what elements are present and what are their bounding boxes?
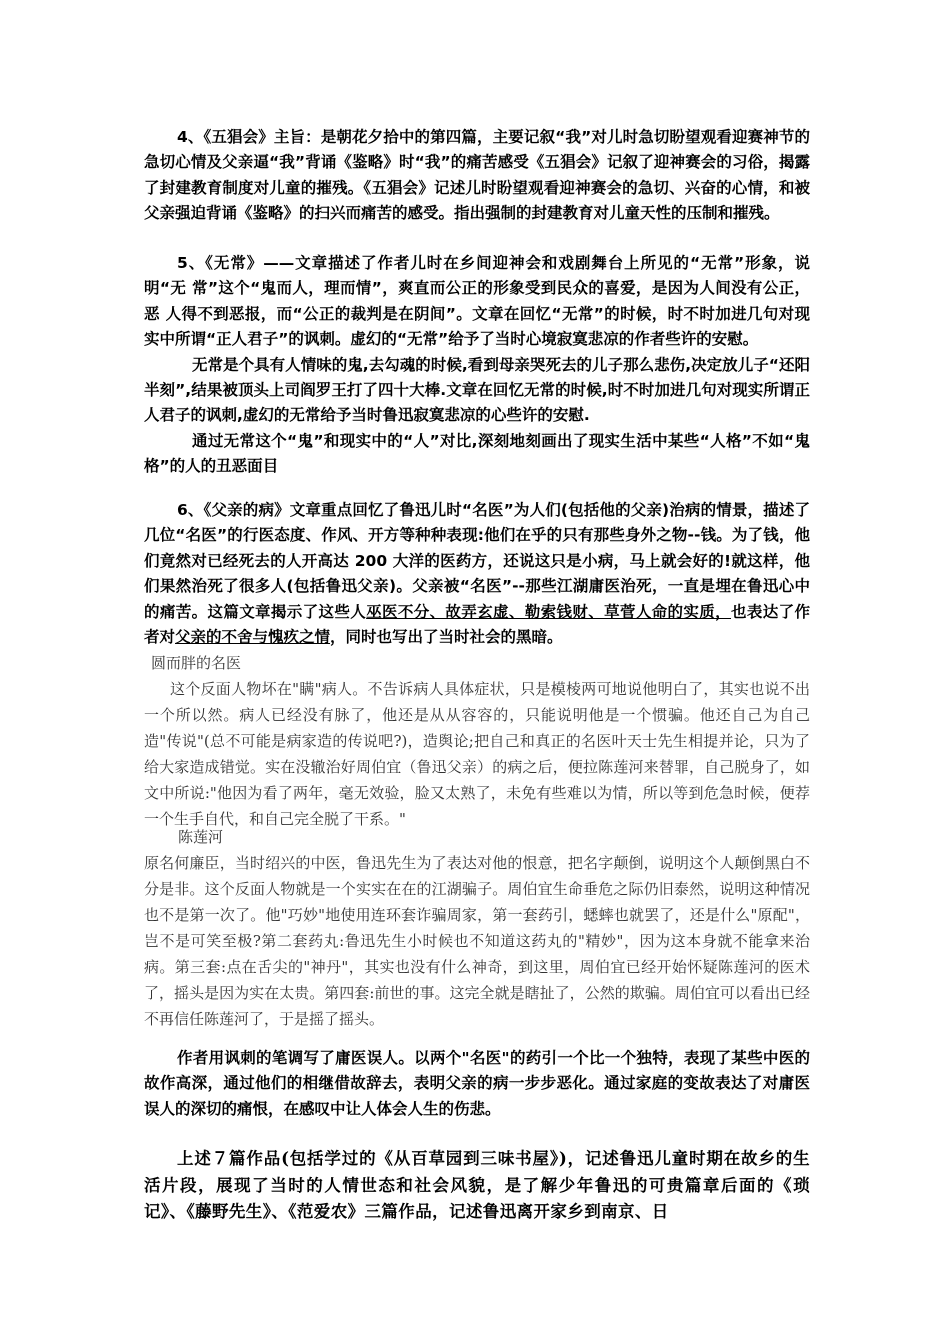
summary-section xyxy=(144,1046,810,1122)
section-6-paragraph xyxy=(144,498,810,650)
section-6-underline-b: 父亲的不舍与愧疚之情 xyxy=(175,628,331,647)
section-6 xyxy=(144,498,810,650)
section-6-text-b: 也表达了作者对 xyxy=(144,602,810,647)
doctor-chen-heading: 陈莲河 xyxy=(178,828,224,846)
doctor-yuan-section xyxy=(144,650,810,832)
doctor-chen-section xyxy=(144,824,810,1032)
closing-section xyxy=(144,1146,810,1226)
doctor-yuan-heading: 圆而胖的名医 xyxy=(151,654,242,672)
section-6-underline-a: 巫医不分、故弄玄虚、勒索钱财、草菅人命的实质， xyxy=(366,602,731,621)
summary-paragraph: 作者用讽刺的笔调写了庸医误人。以两个"名医"的药引一个比一个独特，表现了某些中医的故作高深，通过他们的相继借故辞去，表明父亲的病一步步恶化。通过家庭的变故表达了对庸医误人的深切的痛恨，在感叹中让人体会人生的伤悲。 xyxy=(144,1049,810,1118)
section-4 xyxy=(144,125,810,227)
section-5 xyxy=(144,251,810,480)
section-5-paragraph-2: 无常是个具有人情味的鬼,去勾魂的时候,看到母亲哭死去的儿子那么悲伤,决定放儿子“还阳半刻”,结果被顶头上司阎罗王打了四十大棒.文章在回忆无常的时候,时不时加进几句对现实所谓正人君子的讽刺,虚幻的无常给予当时鲁迅寂寞悲凉的心些许的安慰. xyxy=(144,355,810,425)
doctor-chen-paragraph: 原名何廉臣，当时绍兴的中医，鲁迅先生为了表达对他的恨意，把名字颠倒，说明这个人颠倒黑白不分是非。这个反面人物就是一个实实在在的江湖骗子。周伯宜生命垂危之际仍旧泰然，说明这种情况也不是第一次了。他"巧妙"地使用连环套诈骗周家，第一套药引，蟋蟀也就罢了，还是什么"原配"，岂不是可笑至极?第二套药丸:鲁迅先生小时候也不知道这药丸的"精妙"，因为这本身就不能拿来治病。第三套:点在舌尖的"神丹"，其实也没有什么神奇，到这里，周伯宜已经开始怀疑陈莲河的医术了，摇头是因为实在太贵。第四套:前世的事。这完全就是瞎扯了，公然的欺骗。周伯宜可以看出已经不再信任陈莲河了，于是摇了摇头。 xyxy=(144,854,810,1028)
doctor-yuan-paragraph: 这个反面人物坏在"瞒"病人。不告诉病人具体症状，只是模棱两可地说他明白了，其实也说不出一个所以然。病人已经没有脉了，他还是从从容容的，只能说明他是一个惯骗。他还自己为自己造"传说"(总不可能是病家造的传说吧?)，造舆论;把自己和真正的名医叶天士先生相提并论，只为了给大家造成错觉。实在没辙治好周伯宜（鲁迅父亲）的病之后，便拉陈莲河来替罪，自己脱身了，如文中所说:"他因为看了两年，毫无效验，脸又太熟了，未免有些难以为情，所以等到危急时候，便荐一个生手自代，和自己完全脱了干系。" xyxy=(144,680,810,828)
section-6-text-a: 6、《父亲的病》文章重点回忆了鲁迅儿时“名医”为人们(包括他的父亲)治病的情景，描述了几位“名医”的行医态度、作风、开方等种种表现:他们在乎的只有那些身外之物--钱。为了钱，他们竟然对已经死去的人开高达 200 大洋的医药方，还说这只是小病，马上就会好的!就这样，他们果然治死了很多人(包括鲁迅父亲)。父亲被“名医”--那些江湖庸医治死，一直是埋在鲁迅心中的痛苦。这篇文章揭示了这些人 xyxy=(144,501,810,621)
closing-paragraph: 上述７篇作品(包括学过的《从百草园到三味书屋》)，记述鲁迅儿童时期在故乡的生活片段，展现了当时的人情世态和社会风貌，是了解少年鲁迅的可贵篇章后面的《琐记》、《藤野先生》、《范爱农》三篇作品，记述鲁迅离开家乡到南京、日 xyxy=(144,1149,810,1221)
section-6-text-c: ，同时也写出了当时社会的黑暗。 xyxy=(330,628,563,647)
section-5-paragraph: 5、《无常》——文章描述了作者儿时在乡间迎神会和戏剧舞台上所见的“无常”形象，说明“无 常”这个“鬼而人，理而情”，爽直而公正的形象受到民众的喜爱，是因为人间没有公正，恶 人得不到恶报，而“公正的裁判是在阴间”。文章在回忆“无常”的时候，时不时加进几句对现 实中所谓“正人君子”的讽刺。虚幻的“无常”给予了当时心境寂寞悲凉的作者些许的安慰。 xyxy=(144,254,810,349)
section-5-paragraph-3: 通过无常这个“鬼”和现实中的“人”对比,深刻地刻画出了现实生活中某些“人格”不如“鬼格”的人的丑恶面目 xyxy=(144,431,810,476)
section-4-paragraph: 4、《五猖会》主旨：是朝花夕拾中的第四篇，主要记叙“我”对儿时急切盼望观看迎赛神节的急切心情及父亲逼“我”背诵《鉴略》时“我”的痛苦感受《五猖会》记叙了迎神赛会的习俗，揭露了封建教育制度对儿童的摧残。《五猖会》记述儿时盼望观看迎神赛会的急切、兴奋的心情，和被父亲强迫背诵《鉴略》的扫兴而痛苦的感受。指出强制的封建教育对儿童天性的压制和摧残。 xyxy=(144,128,810,223)
